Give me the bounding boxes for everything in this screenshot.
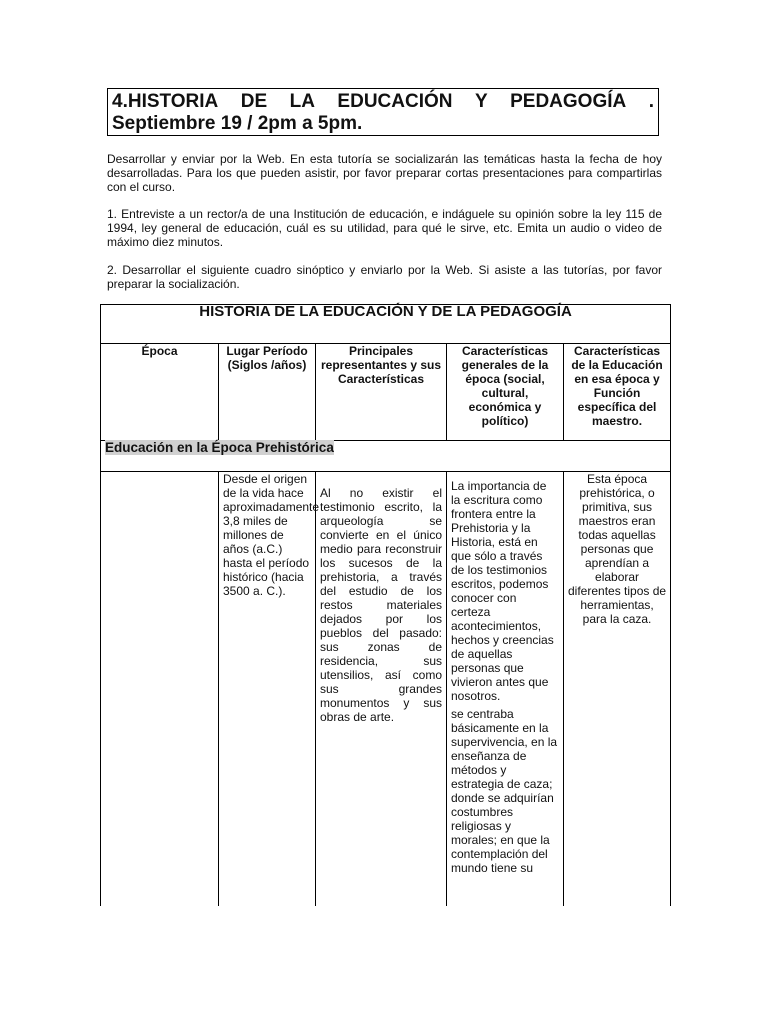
table-title-row [101,305,671,344]
cell-representantes: Al no existir el testimonio escrito, la arqueología se convierte en el único medio para reconstruir los sucesos de la prehistoria, a través del estudio de los restos materiales dejados por los pueblos del pasado: sus zonas de residencia, sus utensilios, así como sus grandes monumentos y sus obras de arte. [316,472,447,907]
cell-paragraph: La importancia de la escritura como frontera entre la Prehistoria y la Historia, está en que sólo a través de los testimonios escritos, podemos conocer con certeza acontecimientos, hechos y creencias de aquellas personas que vivieron antes que nosotros. [451,479,554,703]
cell-lugar-periodo: Desde el origen de la vida hace aproximadamente 3,8 miles de millones de años (a.C.) hasta el período histórico (hacia 3500 a. C.). [219,472,316,907]
title-word: 4.HISTORIA [112,91,219,112]
header-lugar-periodo: Lugar Período (Siglos /años) [219,344,316,441]
section-label: Educación en la Época Prehistórica [105,440,334,455]
title-word: DE [240,91,268,112]
title-word: . [648,91,654,112]
cell-paragraph: se centraba básicamente en la supervivencia, en la enseñanza de métodos y estrategia de caza; donde se adquirían costumbres religiosas y morales; en que la contemplación del mundo tiene su [451,707,558,875]
title-word: EDUCACIÓN [337,91,453,112]
header-caracteristicas-epoca: Características generales de la época (social, cultural, económica y político) [447,344,564,441]
cell-epoca [101,472,219,907]
title-line-1 [112,91,654,113]
synoptic-table [100,304,671,906]
title-word: PEDAGOGÍA [510,91,627,112]
task-2-paragraph: 2. Desarrollar el siguiente cuadro sinóptico y enviarlo por la Web. Si asiste a las tutorías, por favor preparar la socialización. [107,263,662,291]
section-row [101,441,671,472]
title-word: LA [289,91,315,112]
table-row [101,472,671,907]
title-line-2: Septiembre 19 / 2pm a 5pm. [112,113,363,134]
title-word: Y [474,91,488,112]
cell-caracteristicas-educacion: Esta época prehistórica, o primitiva, sus maestros eran todas aquellas personas que aprendían a elaborar diferentes tipos de herramientas, para la caza. [564,472,671,907]
table-header-row [101,344,671,441]
document-title-box [107,88,659,136]
header-epoca: Época [101,344,219,441]
intro-paragraph: Desarrollar y enviar por la Web. En esta tutoría se socializarán las temáticas hasta la fecha de hoy desarrolladas. Para los que pueden asistir, por favor preparar cortas presentaciones para compartirlas con el curso. [107,152,662,194]
table-title: HISTORIA DE LA EDUCACIÓN Y DE LA PEDAGOGÍA [101,305,671,344]
header-representantes: Principales representantes y sus Características [316,344,447,441]
header-caracteristicas-educacion: Características de la Educación en esa época y Función específica del maestro. [564,344,671,441]
section-cell [101,441,671,472]
task-1-paragraph: 1. Entreviste a un rector/a de una Institución de educación, e indáguele su opinión sobre la ley 115 de 1994, ley general de educación, cuál es su utilidad, para qué le sirve, etc. Emita un audio o video de máximo diez minutos. [107,207,662,249]
cell-caracteristicas-epoca [447,472,564,907]
